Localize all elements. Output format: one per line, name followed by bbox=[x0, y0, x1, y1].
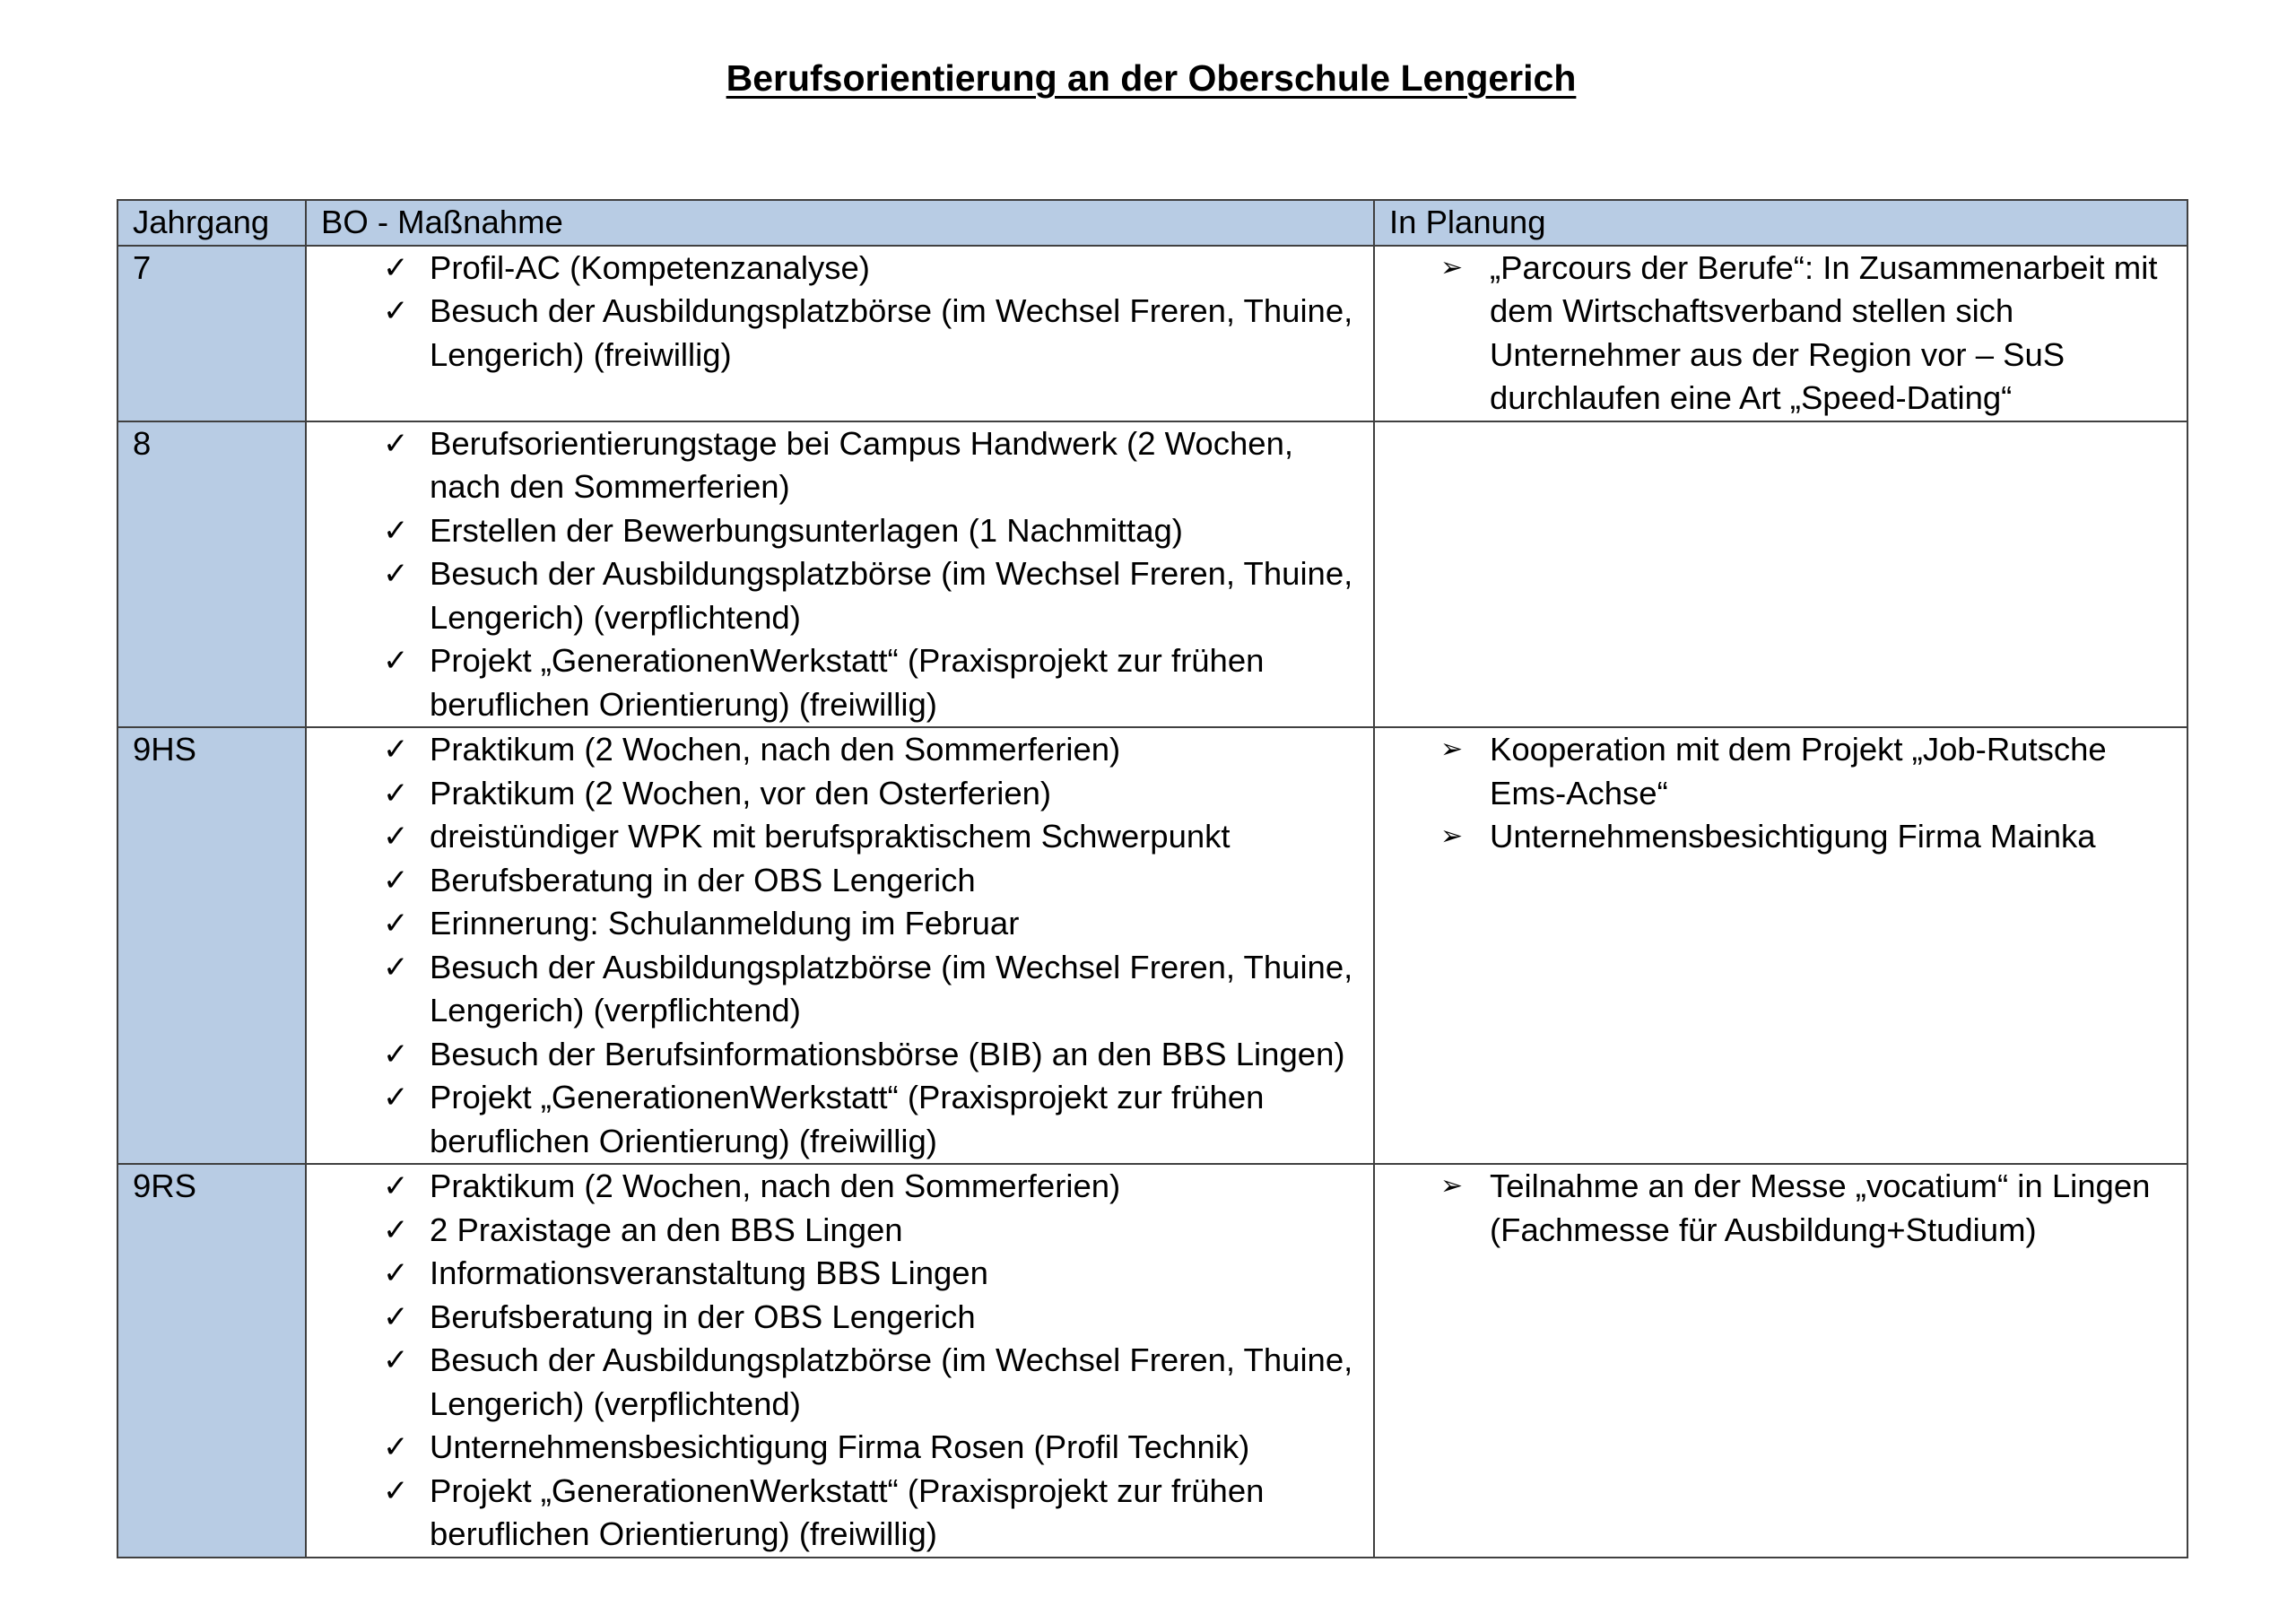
measure-item-text: Berufsberatung in der OBS Lengerich bbox=[430, 861, 976, 898]
measure-item-text: dreistündiger WPK mit berufspraktischem Schwerpunkt bbox=[430, 818, 1231, 855]
checkmark-icon: ✓ bbox=[383, 644, 409, 678]
checkmark-icon: ✓ bbox=[383, 294, 409, 328]
measure-item bbox=[383, 1296, 1373, 1340]
measure-item bbox=[383, 946, 1373, 1033]
measure-item bbox=[383, 1252, 1373, 1296]
measure-item-text: Berufsberatung in der OBS Lengerich bbox=[430, 1298, 976, 1335]
measures-cell bbox=[306, 246, 1374, 421]
checkmark-icon: ✓ bbox=[383, 863, 409, 898]
measures-list bbox=[321, 247, 1373, 378]
planned-cell bbox=[1374, 421, 2187, 728]
measure-item bbox=[383, 1165, 1373, 1209]
measure-item bbox=[383, 1076, 1373, 1163]
measure-item-text: Informationsveranstaltung BBS Lingen bbox=[430, 1254, 988, 1291]
checkmark-icon: ✓ bbox=[383, 426, 409, 461]
checkmark-icon: ✓ bbox=[383, 776, 409, 811]
checkmark-icon: ✓ bbox=[383, 557, 409, 591]
header-year: Jahrgang bbox=[117, 200, 306, 246]
planned-list bbox=[1389, 247, 2187, 421]
table-row bbox=[117, 246, 2187, 421]
measure-item bbox=[383, 902, 1373, 946]
checkmark-icon: ✓ bbox=[383, 513, 409, 548]
checkmark-icon: ✓ bbox=[383, 1343, 409, 1377]
planned-item-text: Kooperation mit dem Projekt „Job-Rutsche Ems-Achse“ bbox=[1490, 731, 2107, 812]
measure-item-text: Besuch der Berufsinformationsbörse (BIB) an den BBS Lingen) bbox=[430, 1035, 1345, 1072]
planned-item-text: Unternehmensbesichtigung Firma Mainka bbox=[1490, 818, 2096, 855]
checkmark-icon: ✓ bbox=[383, 1081, 409, 1115]
measure-item bbox=[383, 1033, 1373, 1077]
table-row bbox=[117, 727, 2187, 1164]
planned-item-text: Teilnahme an der Messe „vocatium“ in Lingen (Fachmesse für Ausbildung+Studium) bbox=[1490, 1167, 2151, 1248]
measures-list bbox=[321, 1165, 1373, 1557]
measure-item bbox=[383, 422, 1373, 509]
table-row bbox=[117, 421, 2187, 728]
measure-item-text: Praktikum (2 Wochen, nach den Sommerferien) bbox=[430, 731, 1121, 768]
measure-item bbox=[383, 1339, 1373, 1426]
table-header-row bbox=[117, 200, 2187, 246]
planned-list bbox=[1389, 1165, 2187, 1252]
measures-list bbox=[321, 422, 1373, 727]
measure-item bbox=[383, 552, 1373, 639]
planned-item bbox=[1440, 815, 2187, 859]
measure-item-text: 2 Praxistage an den BBS Lingen bbox=[430, 1211, 903, 1248]
planned-cell bbox=[1374, 246, 2187, 421]
planned-cell bbox=[1374, 1164, 2187, 1558]
planned-cell bbox=[1374, 727, 2187, 1164]
planned-item bbox=[1440, 1165, 2187, 1252]
planned-list bbox=[1389, 728, 2187, 859]
measure-item-text: Besuch der Ausbildungsplatzbörse (im Wechsel Freren, Thuine, Lengerich) (verpflichtend) bbox=[430, 948, 1353, 1028]
measure-item bbox=[383, 1209, 1373, 1253]
planned-item bbox=[1440, 247, 2187, 421]
measure-item bbox=[383, 1426, 1373, 1470]
measure-item bbox=[383, 859, 1373, 903]
measure-item bbox=[383, 815, 1373, 859]
measure-item-text: Unternehmensbesichtigung Firma Rosen (Profil Technik) bbox=[430, 1428, 1250, 1465]
measures-cell bbox=[306, 421, 1374, 728]
measure-item-text: Erinnerung: Schulanmeldung im Februar bbox=[430, 905, 1020, 942]
measure-item bbox=[383, 639, 1373, 726]
measure-item bbox=[383, 1470, 1373, 1557]
measures-list bbox=[321, 728, 1373, 1163]
header-planned: In Planung bbox=[1374, 200, 2187, 246]
checkmark-icon: ✓ bbox=[383, 1299, 409, 1334]
measure-item-text: Projekt „GenerationenWerkstatt“ (Praxisprojekt zur frühen beruflichen Orientierung) (freiwillig) bbox=[430, 642, 1265, 723]
measure-item-text: Berufsorientierungstage bei Campus Handwerk (2 Wochen, nach den Sommerferien) bbox=[430, 424, 1294, 505]
checkmark-icon: ✓ bbox=[383, 1169, 409, 1203]
measure-item-text: Profil-AC (Kompetenzanalyse) bbox=[430, 248, 870, 286]
planned-item bbox=[1440, 728, 2187, 815]
checkmark-icon: ✓ bbox=[383, 733, 409, 767]
measures-cell bbox=[306, 1164, 1374, 1558]
measure-item-text: Besuch der Ausbildungsplatzbörse (im Wechsel Freren, Thuine, Lengerich) (verpflichtend) bbox=[430, 1341, 1353, 1422]
career-orientation-table bbox=[117, 199, 2188, 1558]
checkmark-icon: ✓ bbox=[383, 1430, 409, 1464]
measure-item-text: Praktikum (2 Wochen, nach den Sommerferien) bbox=[430, 1167, 1121, 1204]
measure-item bbox=[383, 772, 1373, 816]
checkmark-icon: ✓ bbox=[383, 820, 409, 854]
measure-item bbox=[383, 728, 1373, 772]
measure-item-text: Praktikum (2 Wochen, vor den Osterferien) bbox=[430, 774, 1052, 812]
arrowhead-icon: ➢ bbox=[1440, 734, 1464, 764]
measure-item bbox=[383, 290, 1373, 377]
year-cell: 9RS bbox=[117, 1164, 306, 1558]
year-cell: 7 bbox=[117, 246, 306, 421]
table-body bbox=[117, 246, 2187, 1558]
header-measures: BO - Maßnahme bbox=[306, 200, 1374, 246]
table-row bbox=[117, 1164, 2187, 1558]
measure-item-text: Erstellen der Bewerbungsunterlagen (1 Nachmittag) bbox=[430, 511, 1183, 549]
measure-item bbox=[383, 509, 1373, 553]
arrowhead-icon: ➢ bbox=[1440, 252, 1464, 282]
checkmark-icon: ✓ bbox=[383, 250, 409, 285]
checkmark-icon: ✓ bbox=[383, 1256, 409, 1290]
document-title: Berufsorientierung an der Oberschule Lengerich bbox=[726, 57, 1577, 99]
checkmark-icon: ✓ bbox=[383, 1473, 409, 1508]
arrowhead-icon: ➢ bbox=[1440, 1171, 1464, 1201]
measure-item bbox=[383, 247, 1373, 291]
year-cell: 9HS bbox=[117, 727, 306, 1164]
measure-item-text: Besuch der Ausbildungsplatzbörse (im Wechsel Freren, Thuine, Lengerich) (freiwillig) bbox=[430, 292, 1353, 373]
planned-item-text: „Parcours der Berufe“: In Zusammenarbeit mit dem Wirtschaftsverband stellen sich Unternehmer aus der Region vor – SuS durchlaufen eine Art „Speed-Dating“ bbox=[1490, 248, 2158, 416]
measures-cell bbox=[306, 727, 1374, 1164]
year-cell: 8 bbox=[117, 421, 306, 728]
measure-item-text: Projekt „GenerationenWerkstatt“ (Praxisprojekt zur frühen beruflichen Orientierung) (freiwillig) bbox=[430, 1079, 1265, 1159]
measure-item-text: Projekt „GenerationenWerkstatt“ (Praxisprojekt zur frühen beruflichen Orientierung) (freiwillig) bbox=[430, 1471, 1265, 1552]
checkmark-icon: ✓ bbox=[383, 1037, 409, 1072]
checkmark-icon: ✓ bbox=[383, 950, 409, 985]
checkmark-icon: ✓ bbox=[383, 1212, 409, 1247]
arrowhead-icon: ➢ bbox=[1440, 821, 1464, 851]
measure-item-text: Besuch der Ausbildungsplatzbörse (im Wechsel Freren, Thuine, Lengerich) (verpflichtend) bbox=[430, 555, 1353, 636]
checkmark-icon: ✓ bbox=[383, 907, 409, 941]
